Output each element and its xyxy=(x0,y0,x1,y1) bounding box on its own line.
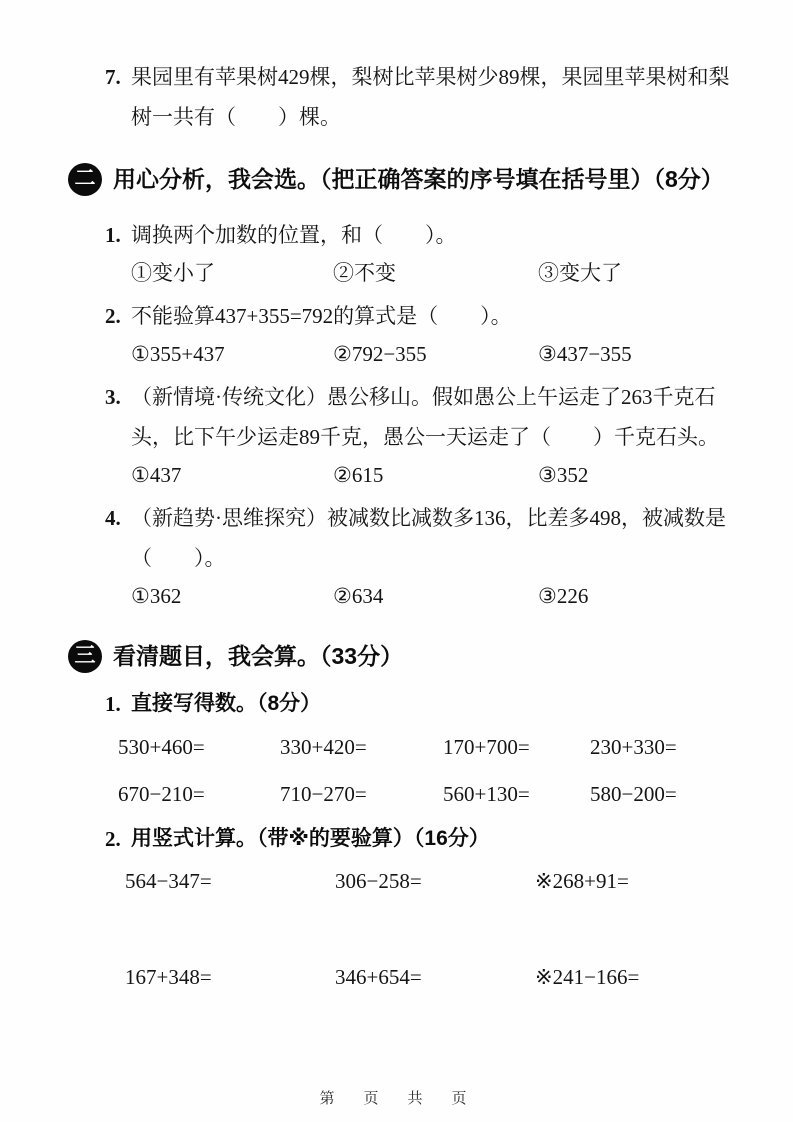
mc-option: ①362 xyxy=(131,584,182,608)
calc-sub-question-1-number: 1. xyxy=(105,692,121,716)
question-7-text: 果园里有苹果树429棵，梨树比苹果树少89棵，果园里苹果树和梨 xyxy=(131,65,730,89)
mc-question-4-line-2: （ ）。 xyxy=(131,546,226,570)
page-footer: 第 页 共 页 xyxy=(319,1090,474,1107)
mc-question-1-text: 调换两个加数的位置，和（ ）。 xyxy=(131,223,457,247)
mc-question-4-line-1 xyxy=(105,503,745,533)
calc-item: ※268+91= xyxy=(535,869,629,893)
mc-question-2-line xyxy=(105,301,745,331)
mc-question-2-text: 不能验算437+355=792的算式是（ ）。 xyxy=(131,304,512,328)
calc-sub-question-2-title: 用竖式计算。（带※的要验算）（16分） xyxy=(131,827,490,850)
oral-calc-row-2 xyxy=(118,779,745,809)
calc-item: 170+700= xyxy=(443,735,530,759)
mc-option: ②634 xyxy=(333,584,384,608)
section-3-marker-icon: 三 xyxy=(68,640,102,673)
calc-item: 560+130= xyxy=(443,782,530,806)
calc-item: 306−258= xyxy=(335,869,422,893)
calc-sub-question-2-number: 2. xyxy=(105,827,121,851)
section-2-marker-icon: 二 xyxy=(68,163,102,196)
mc-question-3-line-2: 头，比下午少运走89千克，愚公一天运走了（ ）千克石头。 xyxy=(131,425,719,449)
question-7 xyxy=(105,62,745,132)
mc-option: ②不变 xyxy=(333,261,396,285)
mc-question-1-number: 1. xyxy=(105,223,121,247)
calc-sub-question-2 xyxy=(105,824,745,992)
mc-question-3-number: 3. xyxy=(105,385,121,409)
section-2-header xyxy=(68,162,745,196)
mc-question-2-options xyxy=(131,339,745,369)
mc-option: ③变大了 xyxy=(538,261,622,285)
question-7-line-1 xyxy=(105,62,745,92)
calc-item: 346+654= xyxy=(335,965,422,989)
calc-sub-question-2-title-row xyxy=(105,824,745,854)
mc-question-3-text: （新情境·传统文化）愚公移山。假如愚公上午运走了263千克石 xyxy=(131,385,716,409)
mc-option: ①变小了 xyxy=(131,261,215,285)
section-2-title: 用心分析，我会选。（把正确答案的序号填在括号里）（8分） xyxy=(113,166,724,192)
question-7-line-2: 树一共有（ ）棵。 xyxy=(131,105,341,129)
calc-item: 167+348= xyxy=(125,965,212,989)
calc-item: 580−200= xyxy=(590,782,677,806)
calc-item: 670−210= xyxy=(118,782,205,806)
mc-question-1-options xyxy=(131,258,745,288)
vertical-calc-row-2 xyxy=(125,962,745,992)
calc-item: 230+330= xyxy=(590,735,677,759)
section-3-header xyxy=(68,639,745,673)
mc-option: ①355+437 xyxy=(131,342,225,366)
section-3-title: 看清题目，我会算。（33分） xyxy=(113,643,404,669)
mc-question-4-options xyxy=(131,581,745,611)
mc-question-4-text: （新趋势·思维探究）被减数比减数多136，比差多498，被减数是 xyxy=(131,506,726,530)
vertical-calc-row-1 xyxy=(125,866,745,896)
calc-item: ※241−166= xyxy=(535,965,640,989)
mc-option: ③437−355 xyxy=(538,342,632,366)
mc-question-1-line xyxy=(105,220,745,250)
calc-sub-question-1-title-row xyxy=(105,689,745,719)
mc-option: ②792−355 xyxy=(333,342,427,366)
calc-sub-question-1-title: 直接写得数。（8分） xyxy=(131,692,322,715)
mc-option: ①437 xyxy=(131,463,182,487)
calc-item: 330+420= xyxy=(280,735,367,759)
mc-question-3 xyxy=(105,382,745,490)
calc-item: 710−270= xyxy=(280,782,367,806)
mc-question-2-number: 2. xyxy=(105,304,121,328)
calc-sub-question-1 xyxy=(105,689,745,809)
mc-option: ③352 xyxy=(538,463,589,487)
mc-question-1 xyxy=(105,220,745,288)
calc-item: 530+460= xyxy=(118,735,205,759)
mc-question-3-line-1 xyxy=(105,382,745,412)
mc-option: ②615 xyxy=(333,463,384,487)
question-7-number: 7. xyxy=(105,65,121,89)
mc-option: ③226 xyxy=(538,584,589,608)
mc-question-3-options xyxy=(131,460,745,490)
mc-question-4 xyxy=(105,503,745,611)
oral-calc-row-1 xyxy=(118,732,745,762)
mc-question-4-number: 4. xyxy=(105,506,121,530)
calc-item: 564−347= xyxy=(125,869,212,893)
mc-question-2 xyxy=(105,301,745,369)
